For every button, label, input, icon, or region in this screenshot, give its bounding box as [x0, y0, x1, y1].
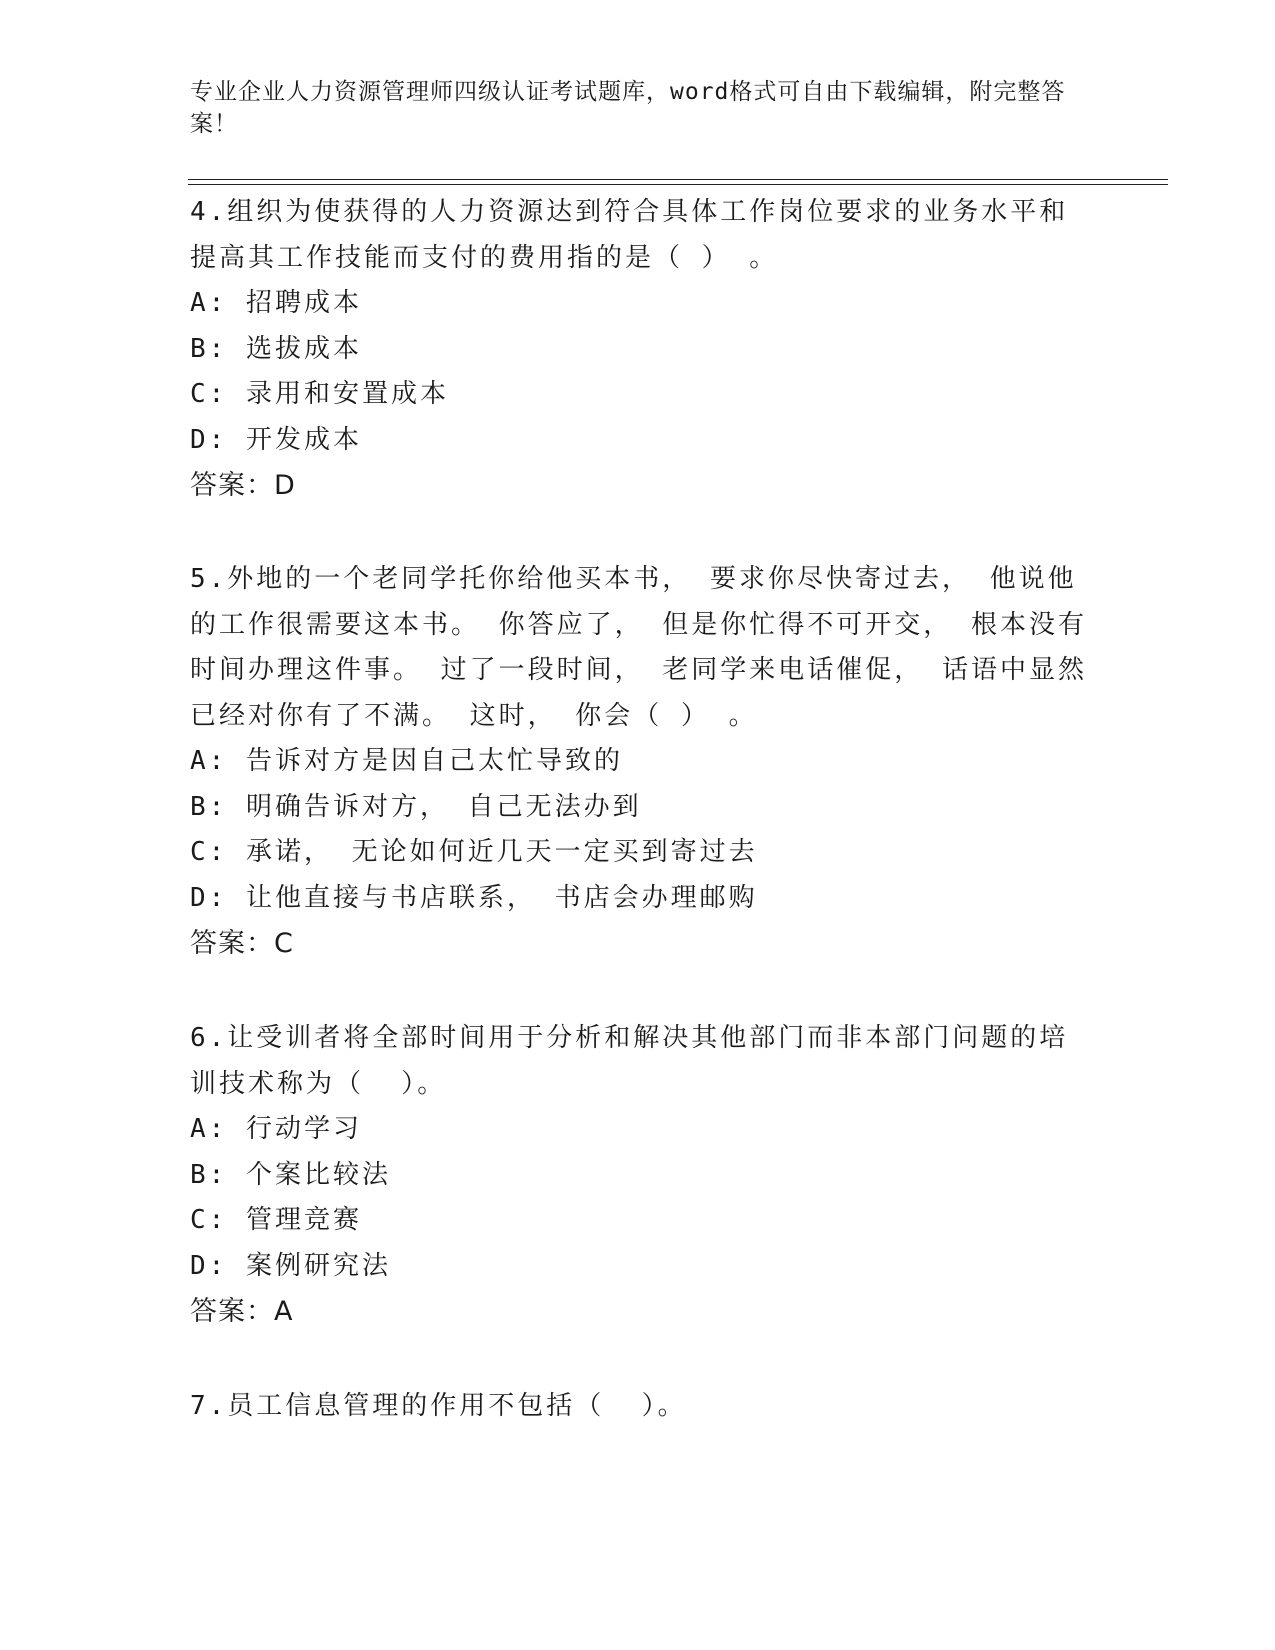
option-d: D: 让他直接与书店联系， 书店会办理邮购: [190, 882, 758, 913]
question-stem: 5.外地的一个老同学托你给他买本书， 要求你尽快寄过去， 他说他的工作很需要这本书。 你答应了， 但是你忙得不可开交， 根本没有时间办理这件事。 过了一段时间， 老同学来电话催促， 话语中显然已经对你有了不满。 这时， 你会（ ） 。: [190, 564, 1087, 731]
question-7: [190, 1384, 1090, 1430]
question-stem: 7.员工信息管理的作用不包括（ ）。: [190, 1391, 687, 1421]
answer: 答案：A: [190, 1296, 294, 1327]
option-a: A: 告诉对方是因自己太忙导致的: [190, 746, 623, 776]
answer: 答案：D: [190, 470, 296, 501]
question-6: [190, 1016, 1090, 1335]
option-c: C: 管理竞赛: [190, 1205, 362, 1235]
question-4: [190, 190, 1090, 509]
answer: 答案：C: [190, 928, 294, 959]
option-a: A: 招聘成本: [190, 288, 362, 318]
question-5: [190, 557, 1090, 967]
question-stem: 6.让受训者将全部时间用于分析和解决其他部门而非本部门问题的培训技术称为（ ）。: [190, 1023, 1069, 1099]
option-c: C: 承诺， 无论如何近几天一定买到寄过去: [190, 837, 758, 867]
header-divider-bottom: [188, 184, 1168, 185]
option-b: B: 选拔成本: [190, 333, 362, 364]
option-d: D: 开发成本: [190, 424, 362, 455]
option-b: B: 个案比较法: [190, 1159, 391, 1190]
question-stem: 4.组织为使获得的人力资源达到符合具体工作岗位要求的业务水平和提高其工作技能而支付的费用指的是（ ） 。: [190, 197, 1069, 273]
option-c: C: 录用和安置成本: [190, 379, 449, 409]
option-b: B: 明确告诉对方， 自己无法办到: [190, 791, 642, 822]
header-divider-top: [188, 179, 1168, 180]
option-a: A: 行动学习: [190, 1114, 362, 1144]
option-d: D: 案例研究法: [190, 1250, 391, 1281]
document-header: 专业企业人力资源管理师四级认证考试题库，word格式可自由下载编辑，附完整答案！: [190, 79, 1066, 137]
